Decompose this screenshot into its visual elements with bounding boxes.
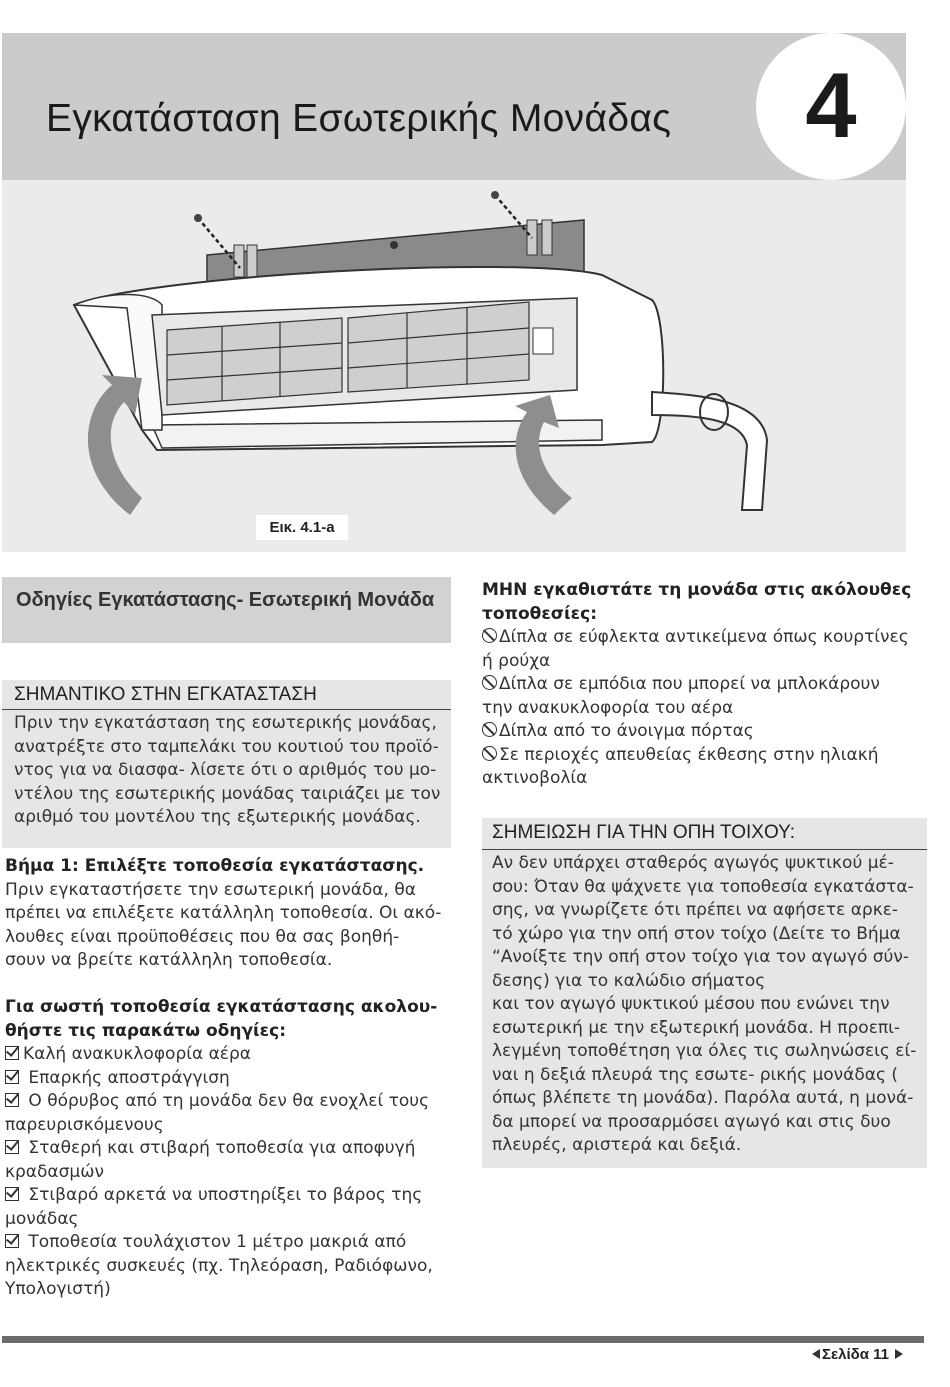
note-heading: ΣΗΜΕΙΩΣΗ ΓΙΑ ΤΗΝ ΟΠΗ ΤΟΙΧΟΥ: [482,818,927,850]
note-text [492,852,926,1158]
do-not-item: Δίπλα σε εύφλεκτα αντικείμενα όπως κουρτίνες ή ρούχα [482,627,909,671]
figure-caption: Εικ. 4.1-a [256,515,348,540]
text-line: Πριν την εγκατάσταση της εσωτερικής μονάδας, [14,713,437,733]
text-line: σης, να γνωρίζετε ότι πρέπει να αφήσετε αρκε- [492,900,899,920]
checkbox-checked-icon [5,1093,19,1107]
do-not-heading-line: τοποθεσίες: [482,603,597,624]
installation-figure [2,180,906,552]
text-line: ναι η δεξιά πλευρά της εσωτε- ρικής μονάδας ( [492,1064,898,1085]
guideline-item: Καλή ανακυκλοφορία αέρα [5,1043,451,1067]
text-line: πλευρές, αριστερά και δεξιά. [492,1135,742,1155]
checkbox-checked-icon [5,1140,19,1154]
text-line: δεσης) για το καλώδιο σήματος [492,970,766,991]
text-line: Αν δεν υπάρχει σταθερός αγωγός ψυκτικού μέ- [492,853,894,873]
do-not-item: Σε περιοχές απευθείας έκθεσης στην ηλιακή ακτινοβολία [482,744,879,788]
do-not-block [482,579,922,791]
guideline-item: Τοποθεσία τουλάχιστον 1 μέτρο μακριά από ηλεκτρικές συσκευές (πχ. Τηλεόραση, Ραδιόφωνο, Υπολογιστή) [5,1232,433,1299]
text-line: αριθμό του μοντέλου της εξωτερικής μονάδας. [14,807,421,827]
text-line: ντέλου της εσωτερικής μονάδας ταιριάζει με τον [14,783,441,804]
text-line: δα μπορεί να προσαρμόσει αγωγό και στις δυο [492,1111,891,1132]
text-line: Πριν εγκαταστήσετε την εσωτερική μονάδα, θα [5,879,416,900]
text-line: σου: Όταν θα ψάχνετε για τοποθεσία εγκατάστα- [492,876,914,897]
text-line: “Ανοίξτε την οπή στον τοίχο για τον αγωγό σύν- [492,947,910,967]
prohibited-icon [482,722,497,737]
do-not-item: Δίπλα σε εμπόδια που μπορεί να μπλοκάρουν την ανακυκλοφορία του αέρα [482,674,880,718]
checkbox-checked-icon [5,1234,19,1248]
guideline-item: Ο θόρυβος από τη μονάδα δεν θα ενοχλεί τους παρευρισκόμενους [5,1091,430,1135]
chapter-number: 4 [805,55,857,157]
guidelines-heading-line: Για σωστή τοποθεσία εγκατάστασης ακολου- [5,997,438,1017]
prohibited-icon [482,628,497,643]
text-line: ντος για να διασφα- λίσετε ότι ο αριθμός του μο- [14,760,437,780]
page-label: Σελίδα 11 [822,1346,889,1363]
next-page-arrow-icon[interactable] [895,1349,903,1359]
text-line: και τον αγωγό ψυκτικού μέσου που ενώνει την [492,994,890,1014]
text-line: ανατρέξτε στο ταμπελάκι του κουτιού του προϊό- [14,736,439,757]
checkbox-checked-icon [5,1187,19,1201]
text-line: λεγμένη τοποθέτηση για όλες τις σωληνώσεις εί- [492,1041,917,1061]
guideline-item: Στιβαρό αρκετά να υποστηρίξει το βάρος της μονάδας [5,1185,423,1229]
do-not-heading-line: ΜΗΝ εγκαθιστάτε τη μονάδα στις ακόλουθες [482,580,912,600]
step1-block [5,855,451,973]
prohibited-icon [482,675,497,690]
step1-heading: Βήμα 1: Επιλέξτε τοποθεσία εγκατάστασης. [5,856,425,876]
text-line: λουθες είναι προϋποθέσεις που θα σας βοηθή- [5,926,400,947]
text-line: τό χώρο για την οπή στον τοίχο (Δείτε το Βήμα [492,923,901,944]
guidelines-block [5,996,451,1302]
important-heading: ΣΗΜΑΝΤΙΚΟ ΣΤΗΝ ΕΓΚΑΤΑΣΤΑΣΗ [2,680,451,710]
text-line: πρέπει να επιλέξετε κατάλληλη τοποθεσία. Οι ακό- [5,903,442,923]
do-not-item: Δίπλα από το άνοιγμα πόρτας [482,720,922,744]
guideline-item: Επαρκής αποστράγγιση [5,1067,451,1091]
prohibited-icon [482,746,497,761]
section-title-box [2,577,451,643]
checkbox-checked-icon [5,1070,19,1084]
checkbox-checked-icon [5,1046,19,1060]
prev-page-arrow-icon[interactable] [812,1349,820,1359]
text-line: σουν να βρείτε κατάλληλη τοποθεσία. [5,950,333,970]
indoor-unit-illustration [2,180,906,552]
section-title: Οδηγίες Εγκατάστασης- Εσωτερική Μονάδα [16,589,435,611]
page-indicator [812,1346,903,1363]
important-text [14,712,450,830]
text-line: εσωτερική με την εξωτερική μονάδα. Η προεπι- [492,1017,901,1038]
page-title: Εγκατάσταση Εσωτερικής Μονάδας [46,97,672,140]
footer-rule [2,1336,924,1343]
text-line: όπως βλέπετε τη μονάδα). Παρόλα αυτά, η μονά- [492,1088,914,1108]
guideline-item: Σταθερή και στιβαρή τοποθεσία για αποφυγή κραδασμών [5,1138,416,1182]
guidelines-heading-line: θήστε τις παρακάτω οδηγίες: [5,1020,286,1041]
